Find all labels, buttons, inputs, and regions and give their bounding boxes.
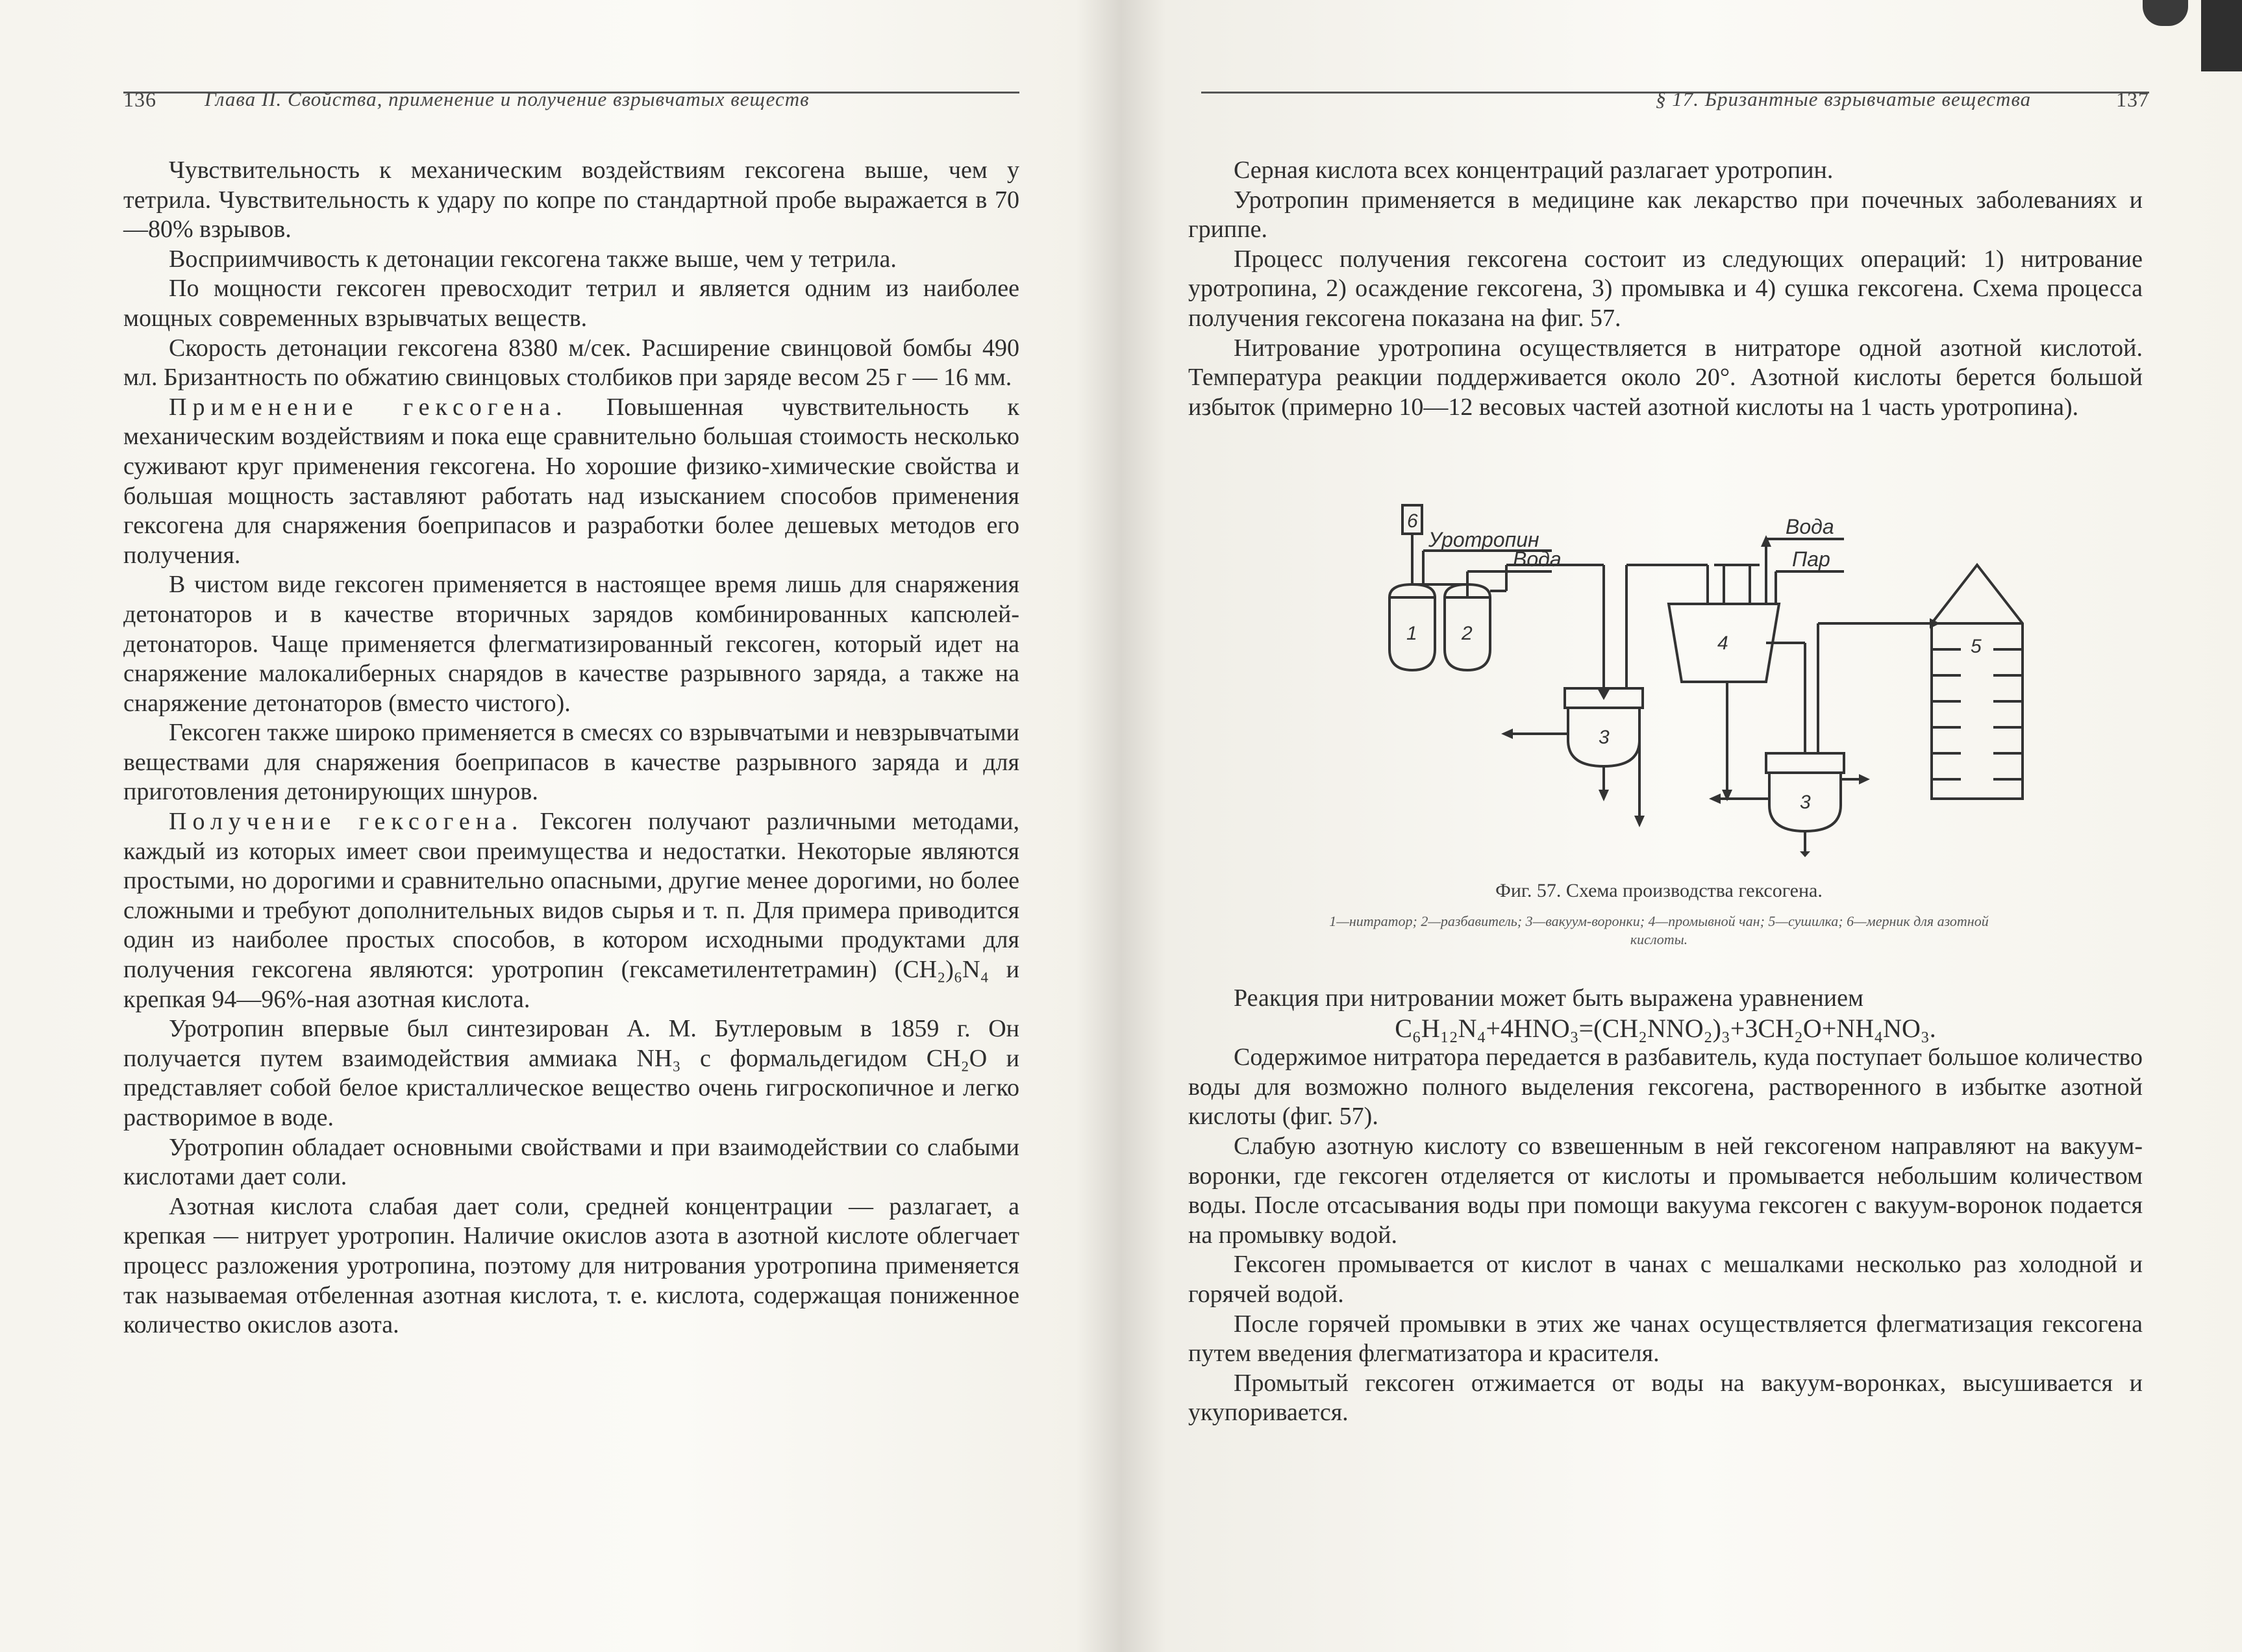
right-running-head-text: § 17. Бризантные взрывчатые вещества <box>1656 88 2032 110</box>
paragraph: Уротропин применяется в медицине как лекарство при почечных заболеваниях и гриппе. <box>1188 186 2143 244</box>
label-urotropin: Уротропин <box>1428 528 1539 551</box>
paragraph: В чистом виде гексоген применяется в настоящее время лишь для снаряжения детонаторов и в качестве вторичных зарядов комбинированных капсюлей-детонаторов. Чаще применяется флегматизированный гексоген, который идет на снаряжение малокалиберных снарядов в качестве разрывного заряда, а также на снаряжение детонаторов (вместо чистого). <box>123 571 1019 717</box>
label-water-1: Вода <box>1513 547 1562 571</box>
paragraph: Серная кислота всех концентраций разлагает уротропин. <box>1234 156 1834 184</box>
label-6: 6 <box>1407 510 1418 532</box>
left-page <box>0 0 1104 1652</box>
paragraph: Скорость детонации гексогена 8380 м/сек. Расширение свинцовой бомбы 490 мл. Бризантность по обжатию свинцовых столбиков при заряде весом 25 г — 16 мм. <box>123 334 1019 392</box>
right-running-head <box>1201 88 2149 111</box>
paragraph: Уротропин впервые был синтезирован А. М. Бутлеровым в 1859 г. Он получается путем взаимодействия аммиака NH₃ с формальдегидом CH₂O и представляет собой белое кристаллическое вещество очень гигроскопичное и легко растворимое в воде. <box>123 1015 1019 1131</box>
paragraph-body: Повышенная чувствительность к механическим воздействиям и пока еще сравнительно большая стоимость несколько суживают круг применения гексогена. Но хорошие физико-химические свойства и большая мощность заставляют работать над изысканием способов применения гексогена для снаряжения боеприпасов и разработки более дешевых методов его получения. <box>123 393 1019 569</box>
chemical-equation: C₆H₁₂N₄+4HNO₃=(CH₂NNO₂)₃+3CH₂O+NH₄NO₃. <box>1395 1013 1936 1043</box>
label-3b: 3 <box>1800 792 1811 813</box>
process-diagram-svg <box>1273 494 2052 857</box>
paragraph: Нитрование уротропина осуществляется в нитраторе одной азотной кислотой. Температура реакции поддерживается около 20°. Азотной кислоты берется большой избыток (примерно 10—12 весовых частей азотной кислоты на 1 часть уротропина). <box>1188 334 2143 421</box>
label-steam: Пар <box>1792 547 1830 571</box>
paragraph: Процесс получения гексогена состоит из следующих операций: 1) нитрование уротропина, 2) осаждение гексогена, 3) промывка и 4) сушка гексогена. Схема процесса получения гексогена показана на фиг. 57. <box>1188 245 2143 332</box>
funnel-3b-top <box>1766 753 1844 773</box>
label-3a: 3 <box>1599 727 1610 748</box>
right-text-block-bottom <box>1188 984 2143 1428</box>
paragraph: Азотная кислота слабая дает соли, средней концентрации — разлагает, а крепкая — нитрует уротропин. Наличие окислов азота в азотной кислоте облегчает процесс разложения уротропина, поэтому для нитрования уротропина применяется так называемая отбеленная азотная кислота, т. е. кислота, содержащая пониженное количество окислов азота. <box>123 1192 1019 1339</box>
spaced-heading-application: Применение гексогена. <box>169 393 568 421</box>
spaced-heading-production: Получение гексогена. <box>169 808 524 836</box>
paragraph: По мощности гексоген превосходит тетрил и является одним из наиболее мощных современных взрывчатых веществ. <box>123 275 1019 332</box>
page-number-left: 136 <box>123 88 156 111</box>
figure-legend: 1—нитратор; 2—разбавитель; 3—вакуум-воронки; 4—промывной чан; 5—сушилка; 6—мерник для азотной кислоты. <box>1329 913 1989 947</box>
label-5: 5 <box>1971 636 1982 657</box>
figure-caption: Фиг. 57. Схема производства гексогена. <box>1495 880 1823 901</box>
paragraph: Чувствительность к механическим воздействиям гексогена выше, чем у тетрила. Чувствительность к удару по копре по стандартной пробе выражается в 70—80% взрывов. <box>123 156 1019 244</box>
right-text-block-top <box>1188 156 2143 422</box>
paragraph: Гексоген также широко применяется в смесях со взрывчатыми и невзрывчатыми веществами для снаряжения боеприпасов в качестве разрывного заряда и для приготовления детонирующих шнуров. <box>123 719 1019 806</box>
right-page <box>1123 0 2242 1652</box>
label-1: 1 <box>1406 623 1417 644</box>
label-water-2: Вода <box>1786 515 1834 538</box>
paragraph: После горячей промывки в этих же чанах осуществляется флегматизация гексогена путем введения флегматизатора и красителя. <box>1188 1310 2143 1368</box>
label-2: 2 <box>1462 623 1473 644</box>
page-number-right: 137 <box>2116 88 2149 111</box>
left-running-head <box>123 88 1019 111</box>
paragraph: Восприимчивость к детонации гексогена также выше, чем у тетрила. <box>169 245 897 273</box>
label-4: 4 <box>1717 632 1728 654</box>
scan-artifact <box>2201 0 2242 71</box>
paragraph-production <box>123 807 1019 1014</box>
paragraph-application <box>123 393 1019 571</box>
process-diagram <box>1273 494 2052 857</box>
reaction-intro: Реакция при нитровании может быть выражена уравнением <box>1234 984 1864 1012</box>
paragraph: Слабую азотную кислоту со взвешенным в ней гексогеном направляют на вакуум-воронки, где гексоген отделяется от кислоты и промывается небольшим количеством воды. После отсасывания воды при помощи вакуума гексоген с вакуум-воронок подается на промывку водой. <box>1188 1132 2143 1249</box>
left-running-head-text: Глава II. Свойства, применение и получение взрывчатых веществ <box>205 88 810 110</box>
paragraph-body: Гексоген получают различными методами, каждый из которых имеет свои преимущества и недостатки. Некоторые являются простыми, но дорогими и сравнительно опасными, другие менее дорогими, но более сложными и требуют дополнительных видов сырья и т. п. Для примера приводится один из наиболее простых способов, в котором исходными продуктами для получения гексогена являются: уротропин (гексаметилентетрамин) (CH₂)₆N₄ и крепкая 94—96%-ная азотная кислота. <box>123 808 1019 1013</box>
left-text-block <box>123 156 1019 1340</box>
paragraph: Гексоген промывается от кислот в чанах с мешалками несколько раз холодной и горячей водой. <box>1188 1251 2143 1308</box>
paragraph: Промытый гексоген отжимается от воды на вакуум-воронках, высушивается и укупоривается. <box>1188 1369 2143 1427</box>
dryer-5-shape <box>1932 565 2023 799</box>
paragraph: Содержимое нитратора передается в разбавитель, куда поступает большое количество воды для возможно полного выделения гексогена, растворенного в избытке азотной кислоты (фиг. 57). <box>1188 1044 2143 1131</box>
paragraph: Уротропин обладает основными свойствами и при взаимодействии со слабыми кислотами дает соли. <box>123 1133 1019 1191</box>
